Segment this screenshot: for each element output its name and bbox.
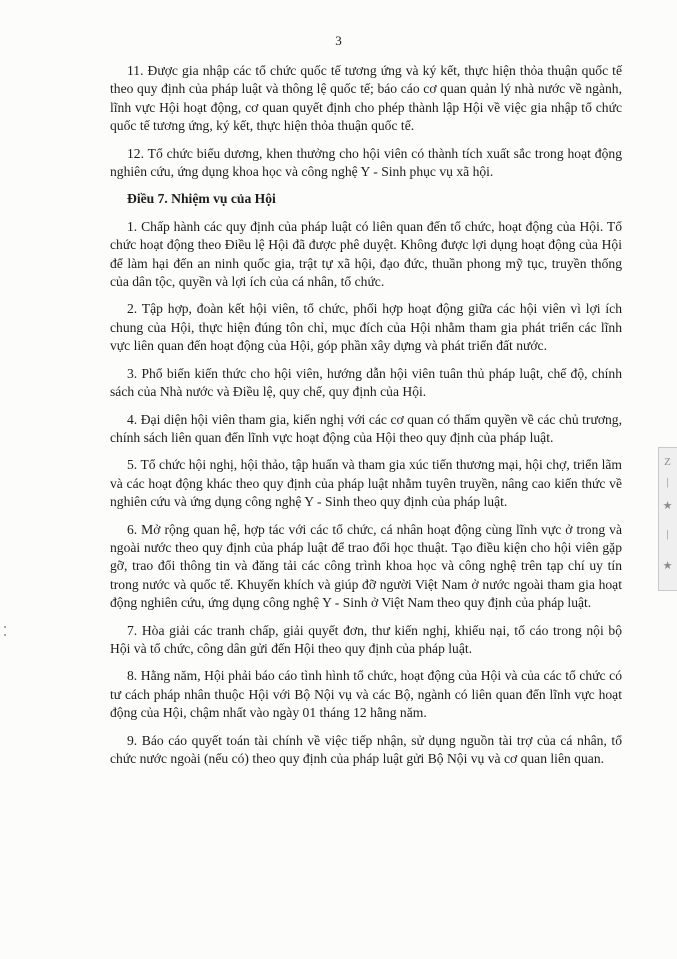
duty-9: 9. Báo cáo quyết toán tài chính về việc tiếp nhận, sử dụng nguồn tài trợ của cá nhân, tổ chức nước ngoài (nếu có) theo quy định của pháp luật gửi Bộ Nội vụ và cơ quan liên quan. <box>110 732 622 766</box>
stamp-star-icon: ★ <box>662 560 673 572</box>
stamp-mark: Z <box>664 456 671 468</box>
page-number: 3 <box>335 33 342 48</box>
stamp-star-icon: ★ <box>662 500 673 512</box>
side-seal-stamp <box>658 447 677 591</box>
document-body <box>110 62 622 777</box>
duty-5: 5. Tổ chức hội nghị, hội thảo, tập huấn và tham gia xúc tiến thương mại, hội chợ, triển lãm và các hoạt động khác theo quy định của pháp luật nhằm tuyên truyền, nâng cao kiến thức về nghiên cứu và ứng dụng công nghệ Y - Sinh theo quy định của pháp luật. <box>110 457 622 510</box>
stamp-mark: | <box>666 528 669 540</box>
duty-4: 4. Đại diện hội viên tham gia, kiến nghị với các cơ quan có thẩm quyền về các chủ trương, chính sách liên quan đến lĩnh vực hoạt động của Hội theo quy định của pháp luật. <box>110 411 622 445</box>
duty-3: 3. Phổ biến kiến thức cho hội viên, hướng dẫn hội viên tuân thủ pháp luật, chế độ, chính sách của Nhà nước và Điều lệ, quy chế, quy định của Hội. <box>110 365 622 400</box>
duty-7: 7. Hòa giải các tranh chấp, giải quyết đơn, thư kiến nghị, khiếu nại, tố cáo trong nội bộ Hội và tổ chức, công dân gửi đến Hội theo quy định của pháp luật. <box>110 622 622 656</box>
paragraph-11: 11. Được gia nhập các tổ chức quốc tế tương ứng và ký kết, thực hiện thỏa thuận quốc tế theo quy định của pháp luật và thông lệ quốc tế; báo cáo cơ quan quản lý nhà nước về ngành, lĩnh vực Hội hoạt động, cơ quan quyết định cho phép thành lập Hội về việc gia nhập tổ chức quốc tế tương ứng, ký kết, thực hiện thỏa thuận quốc tế. <box>110 63 622 134</box>
article-7-heading: Điều 7. Nhiệm vụ của Hội <box>127 191 276 207</box>
scan-speck <box>4 634 6 636</box>
duty-6: 6. Mở rộng quan hệ, hợp tác với các tổ chức, cá nhân hoạt động cùng lĩnh vực ở trong và ngoài nước theo quy định của pháp luật để trao đổi học thuật. Tạo điều kiện cho hội viên gặp gỡ, trao đổi thông tin và đăng tải các công trình khoa học và công nghệ trên tạp chí uy tín trong nước và quốc tế. Khuyến khích và giúp đỡ người Việt Nam ở nước ngoài tham gia hoạt động nghiên cứu, ứng dụng công nghệ Y - Sinh ở Việt Nam theo quy định của pháp luật. <box>110 521 622 611</box>
duty-8: 8. Hằng năm, Hội phải báo cáo tình hình tổ chức, hoạt động của Hội và của các tổ chức có tư cách pháp nhân thuộc Hội với Bộ Nội vụ và các Bộ, ngành có liên quan đến lĩnh vực hoạt động của Hội, chậm nhất vào ngày 01 tháng 12 hằng năm. <box>110 668 622 721</box>
stamp-mark: | <box>666 476 669 488</box>
scan-speck <box>4 626 6 628</box>
duty-1: 1. Chấp hành các quy định của pháp luật có liên quan đến tổ chức, hoạt động của Hội. Tổ chức hoạt động theo Điều lệ Hội đã được phê duyệt. Không được lợi dụng hoạt động của Hội để làm hại đến an ninh quốc gia, trật tự xã hội, đạo đức, thuần phong mỹ tục, truyền thống của dân tộc, quyền và lợi ích của cá nhân, tổ chức. <box>110 218 622 290</box>
paragraph-12: 12. Tổ chức biểu dương, khen thưởng cho hội viên có thành tích xuất sắc trong hoạt động nghiên cứu, ứng dụng khoa học và công nghệ Y - Sinh phục vụ xã hội. <box>110 145 622 180</box>
duty-2: 2. Tập hợp, đoàn kết hội viên, tổ chức, phối hợp hoạt động giữa các hội viên vì lợi ích chung của Hội, thực hiện đúng tôn chỉ, mục đích của Hội nhằm tham gia phát triển các lĩnh vực liên quan đến hoạt động của Hội, góp phần xây dựng và phát triển đất nước. <box>110 301 622 354</box>
